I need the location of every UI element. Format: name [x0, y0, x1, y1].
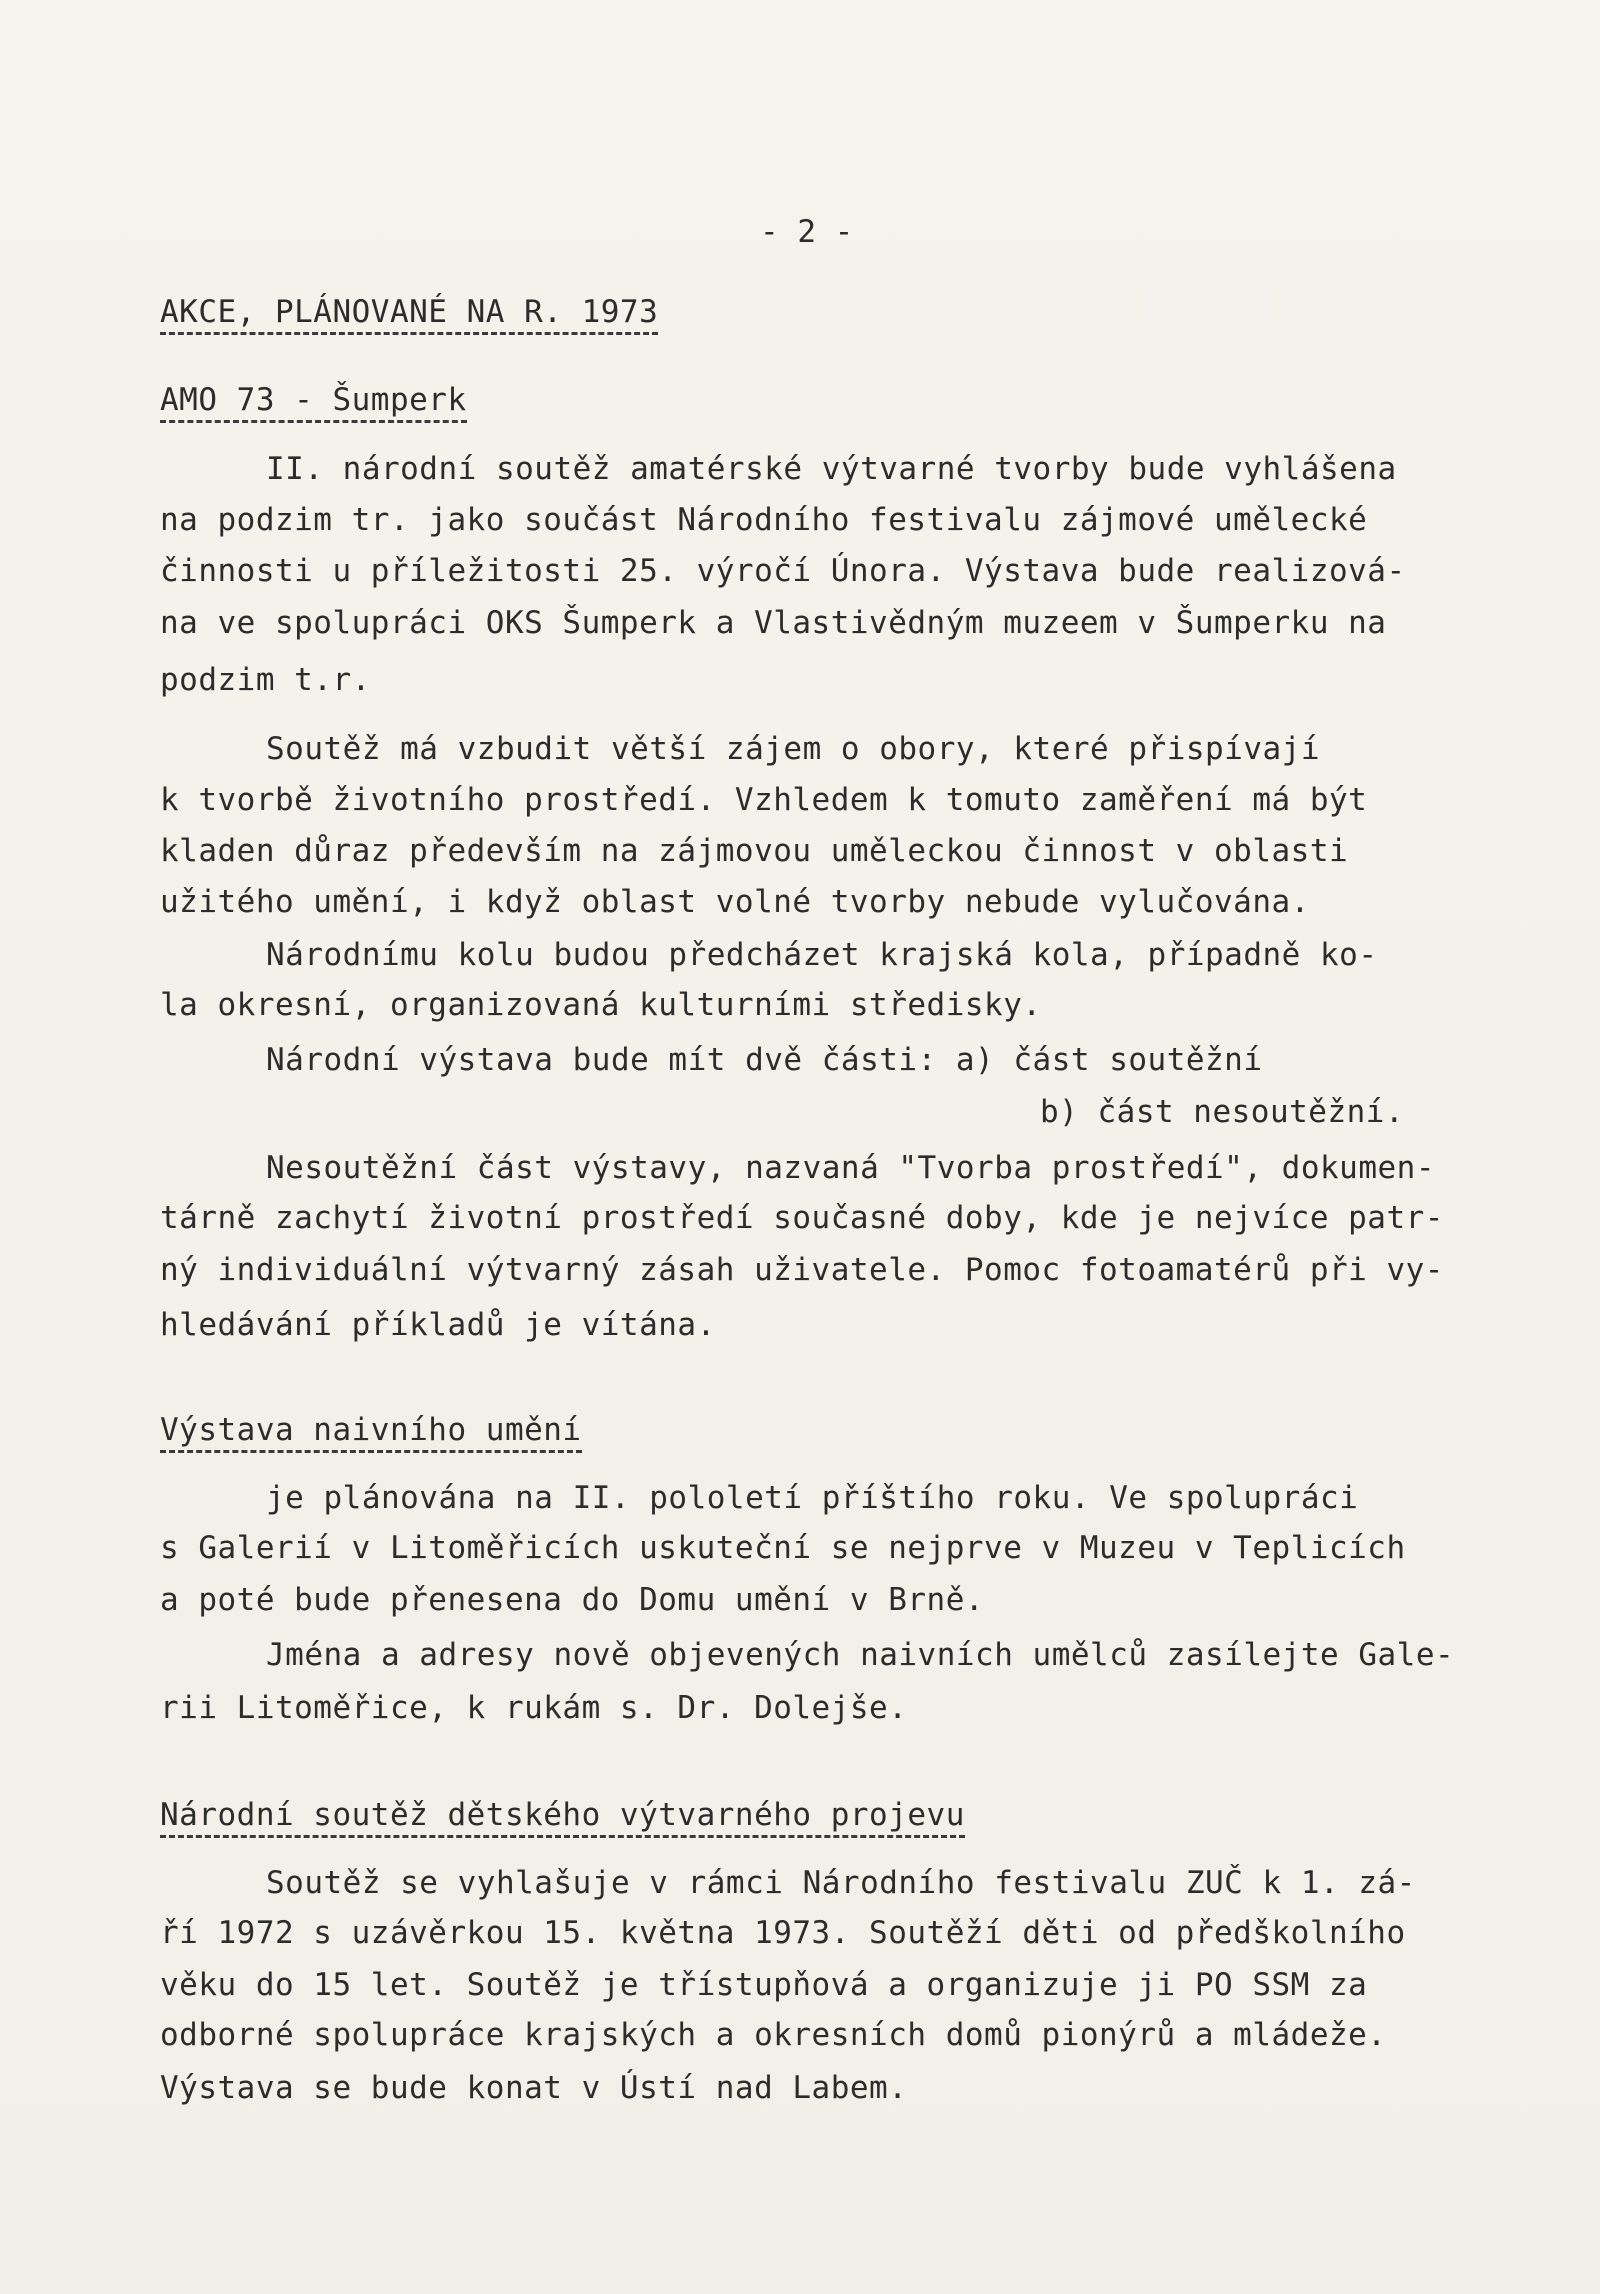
- paragraph-line: je plánována na II. pololetí příštího roku. Ve spolupráci: [266, 1480, 1359, 1516]
- paragraph-line: Nesoutěžní část výstavy, nazvaná "Tvorba prostředí", dokumen-: [266, 1150, 1435, 1186]
- section-heading-amo: AMO 73 - Šumperk: [160, 380, 467, 423]
- paragraph-line: kladen důraz především na zájmovou uměleckou činnost v oblasti: [160, 833, 1349, 869]
- paragraph-line: hledávání příkladů je vítána.: [160, 1307, 716, 1343]
- paragraph-line: odborné spolupráce krajských a okresních domů pionýrů a mládeže.: [160, 2017, 1387, 2053]
- paragraph-line: užitého umění, i když oblast volné tvorby nebude vylučována.: [160, 884, 1310, 920]
- paragraph-line: Soutěž se vyhlašuje v rámci Národního festivalu ZUČ k 1. zá-: [266, 1865, 1416, 1901]
- paragraph-line: Výstava se bude konat v Ústí nad Labem.: [160, 2070, 908, 2106]
- section-heading-children-competition: Národní soutěž dětského výtvarného projevu: [160, 1795, 965, 1838]
- paragraph-line: věku do 15 let. Soutěž je třístupňová a organizuje ji PO SSM za: [160, 1967, 1368, 2003]
- paragraph-line: podzim t.r.: [160, 662, 371, 698]
- paragraph-line: a poté bude přenesena do Domu umění v Brně.: [160, 1582, 985, 1618]
- paragraph-line: s Galerií v Litoměřicích uskuteční se nejprve v Muzeu v Teplicích: [160, 1530, 1406, 1566]
- paragraph-line: na podzim tr. jako součást Národního festivalu zájmové umělecké: [160, 502, 1368, 538]
- paragraph-line: ný individuální výtvarný zásah uživatele. Pomoc fotoamatérů při vy-: [160, 1252, 1444, 1288]
- paragraph-line: II. národní soutěž amatérské výtvarné tvorby bude vyhlášena: [266, 451, 1397, 487]
- paragraph-line: ří 1972 s uzávěrkou 15. května 1973. Soutěží děti od předškolního: [160, 1915, 1406, 1951]
- paragraph-line: činnosti u příležitosti 25. výročí Února. Výstava bude realizová-: [160, 553, 1406, 589]
- paragraph-line: la okresní, organizovaná kulturními středisky.: [160, 987, 1042, 1023]
- paragraph-line: tárně zachytí životní prostředí současné doby, kde je nejvíce patr-: [160, 1200, 1444, 1236]
- page-number: - 2 -: [760, 214, 854, 250]
- section-heading-naive-art: Výstava naivního umění: [160, 1410, 582, 1453]
- main-heading: AKCE, PLÁNOVANÉ NA R. 1973: [160, 292, 658, 335]
- paragraph-line: Národnímu kolu budou předcházet krajská kola, případně ko-: [266, 937, 1378, 973]
- paragraph-line: b) část nesoutěžní.: [1040, 1094, 1405, 1130]
- paragraph-line: na ve spolupráci OKS Šumperk a Vlastivědným muzeem v Šumperku na: [160, 605, 1387, 641]
- paragraph-line: Národní výstava bude mít dvě části: a) část soutěžní: [266, 1042, 1263, 1078]
- paragraph-line: Soutěž má vzbudit větší zájem o obory, které přispívají: [266, 731, 1320, 767]
- paragraph-line: rii Litoměřice, k rukám s. Dr. Dolejše.: [160, 1690, 908, 1726]
- paragraph-line: Jména a adresy nově objevených naivních umělců zasílejte Gale-: [266, 1637, 1455, 1673]
- paragraph-line: k tvorbě životního prostředí. Vzhledem k tomuto zaměření má být: [160, 782, 1368, 818]
